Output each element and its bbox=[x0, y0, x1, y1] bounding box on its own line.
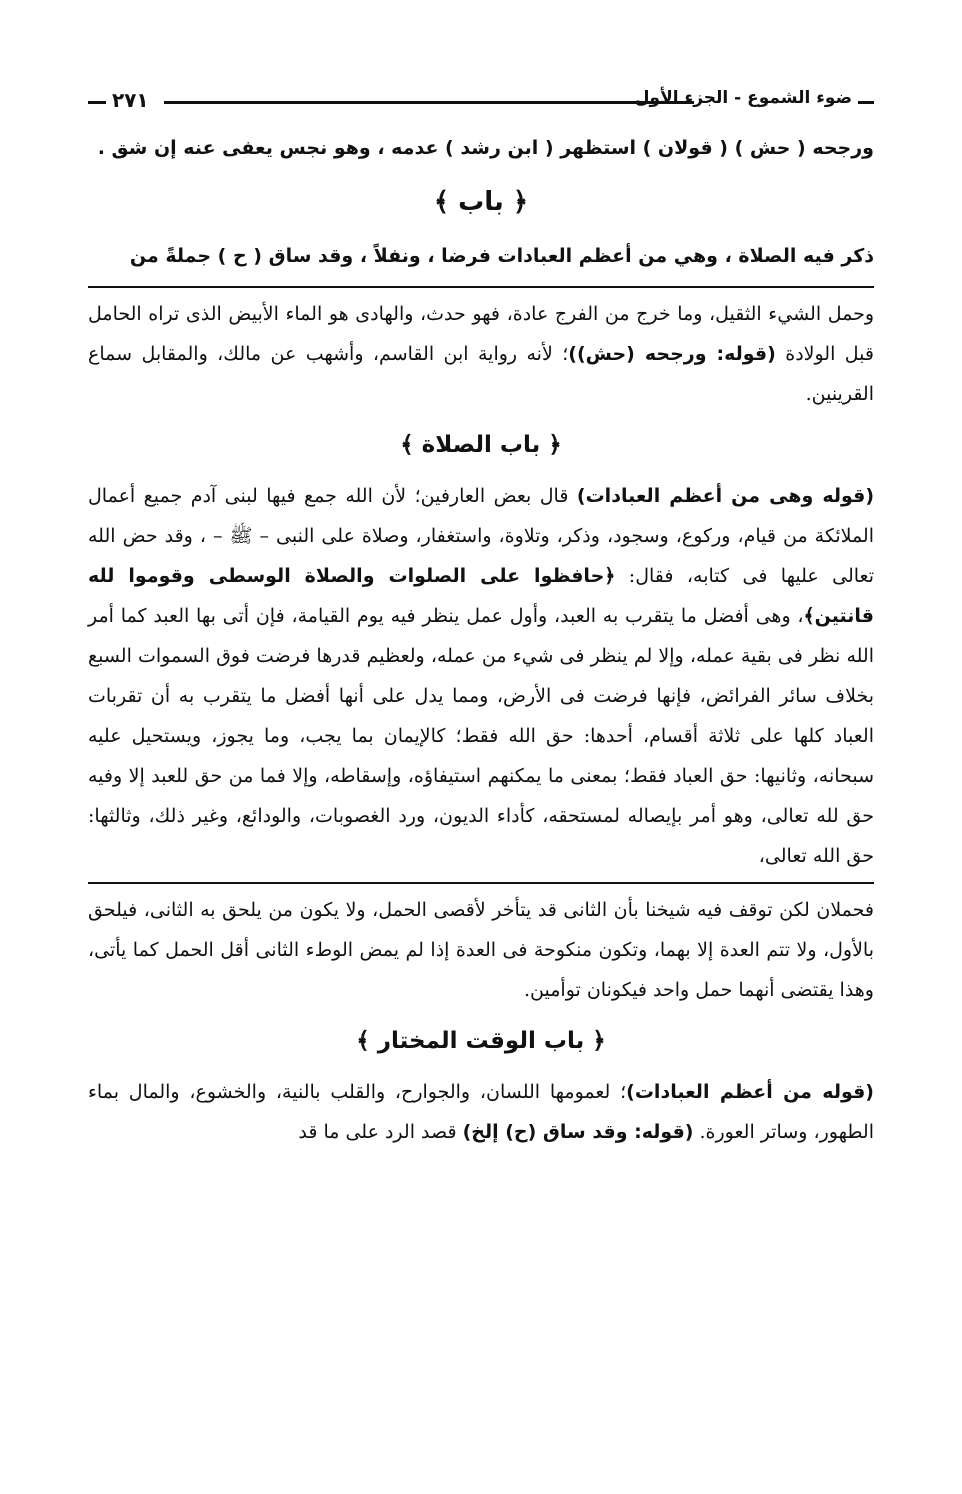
header-rule-middle bbox=[164, 101, 694, 104]
commentary bbox=[88, 294, 874, 876]
footnote-text: ؛ لعمومها اللسان، والجوارح، والقلب بالنية، والخشوع، والمال بماء الطهور، وساتر العورة. bbox=[88, 1081, 874, 1143]
main-text bbox=[88, 124, 874, 280]
header-rule-right bbox=[858, 101, 874, 104]
page bbox=[88, 80, 874, 1152]
footnote-quote: (قوله من أعظم العبادات) bbox=[626, 1081, 874, 1103]
commentary-text: وحمل الشيء الثقيل، وما خرج من الفرج عادة، فهو حدث، والهادى هو الماء الأبيض الذى تراه الحامل قبل الولادة bbox=[88, 303, 874, 365]
chapter-heading: ﴿ باب ﴾ bbox=[433, 187, 529, 217]
header-rule-left bbox=[88, 101, 106, 104]
footnote-divider bbox=[88, 882, 874, 884]
commentary-text: ؛ لأنه رواية ابن القاسم، وأشهب عن مالك، والمقابل سماع القرينين. bbox=[88, 343, 874, 405]
matn-divider bbox=[88, 286, 874, 288]
commentary-paragraph-1 bbox=[88, 294, 874, 414]
footnote-paragraph-2 bbox=[88, 1072, 874, 1152]
quran-verse: ﴿حافظوا على الصلوات والصلاة الوسطى وقوموا لله قانتين﴾ bbox=[88, 565, 874, 627]
footnote-paragraph-1: فحملان لكن توقف فيه شيخنا بأن الثانى قد يتأخر لأقصى الحمل، ولا يكون من يلحق به الثانى، فيلحق بالأول، ولا تتم العدة إلا بهما، وتكون منكوحة فى العدة إذا لم يمض الوطء الثانى أقل الحمل كما يأتى، وهذا يقتضى أنهما حمل واحد فيكونان توأمين. bbox=[88, 899, 874, 1001]
commentary-paragraph-2 bbox=[88, 476, 874, 876]
matn-line-2: ذكر فيه الصلاة ، وهي من أعظم العبادات فرضا ، ونفلاً ، وقد ساق ( ح ) جملةً من bbox=[129, 245, 874, 267]
footnote-text: قصد الرد على ما قد bbox=[298, 1121, 463, 1143]
matn-line-1: ورجحه ( حش ) ( قولان ) استظهر ( ابن رشد ) عدمه ، وهو نجس يعفى عنه إن شق . bbox=[97, 137, 874, 159]
commentary-text: ، وهى أفضل ما يتقرب به العبد، وأول عمل ينظر فيه يوم القيامة، فإن أتى بها العبد كما أمر الله نظر فى بقية عمله، وإلا لم ينظر فى شيء من عمله، ولعظيم قدرها فرضت فوق السموات السبع بخلاف سائر الفرائض، فإنها فرضت فى الأرض، ومما يدل على أنها أفضل ما يتقرب به أن تقربات العباد كلها على ثلاثة أقسام، أحدها: حق الله فقط؛ كالإيمان بما يجب، وما يجوز، ويستحيل عليه سبحانه، وثانيها: حق العباد فقط؛ بمعنى ما يمكنهم استيفاؤه، وإسقاطه، وإلا فما من حق للعبد إلا وفيه حق لله تعالى، وهو أمر بإيصاله لمستحقه، كأداء الديون، ورد الغصوبات، والودائع، وغير ذلك، وثالثها: حق الله تعالى، bbox=[88, 605, 874, 867]
running-header bbox=[88, 80, 874, 124]
section-heading-salat: ﴿ باب الصلاة ﴾ bbox=[400, 432, 562, 458]
page-number: ٢٧١ bbox=[112, 88, 149, 112]
header-title: ضوء الشموع - الجزء الأول bbox=[634, 88, 852, 108]
commentary-text: قال بعض العارفين؛ لأن الله جمع فيها لبنى آدم جميع أعمال الملائكة من قيام، وركوع، وسجود، وذكر، وتلاوة، واستغفار، وصلاة على النبى – ﷺ – ، وقد حض الله تعالى عليها فى كتابه، فقال: bbox=[88, 485, 874, 587]
commentary-quote: (قوله وهى من أعظم العبادات) bbox=[576, 485, 875, 507]
section-heading-waqt: ﴿ باب الوقت المختار ﴾ bbox=[356, 1028, 606, 1054]
footnote-section bbox=[88, 890, 874, 1152]
footnote-quote: (قوله: وقد ساق (ح) إلخ) bbox=[462, 1121, 694, 1143]
commentary-quote: (قوله: ورجحه (حش)) bbox=[568, 343, 776, 365]
